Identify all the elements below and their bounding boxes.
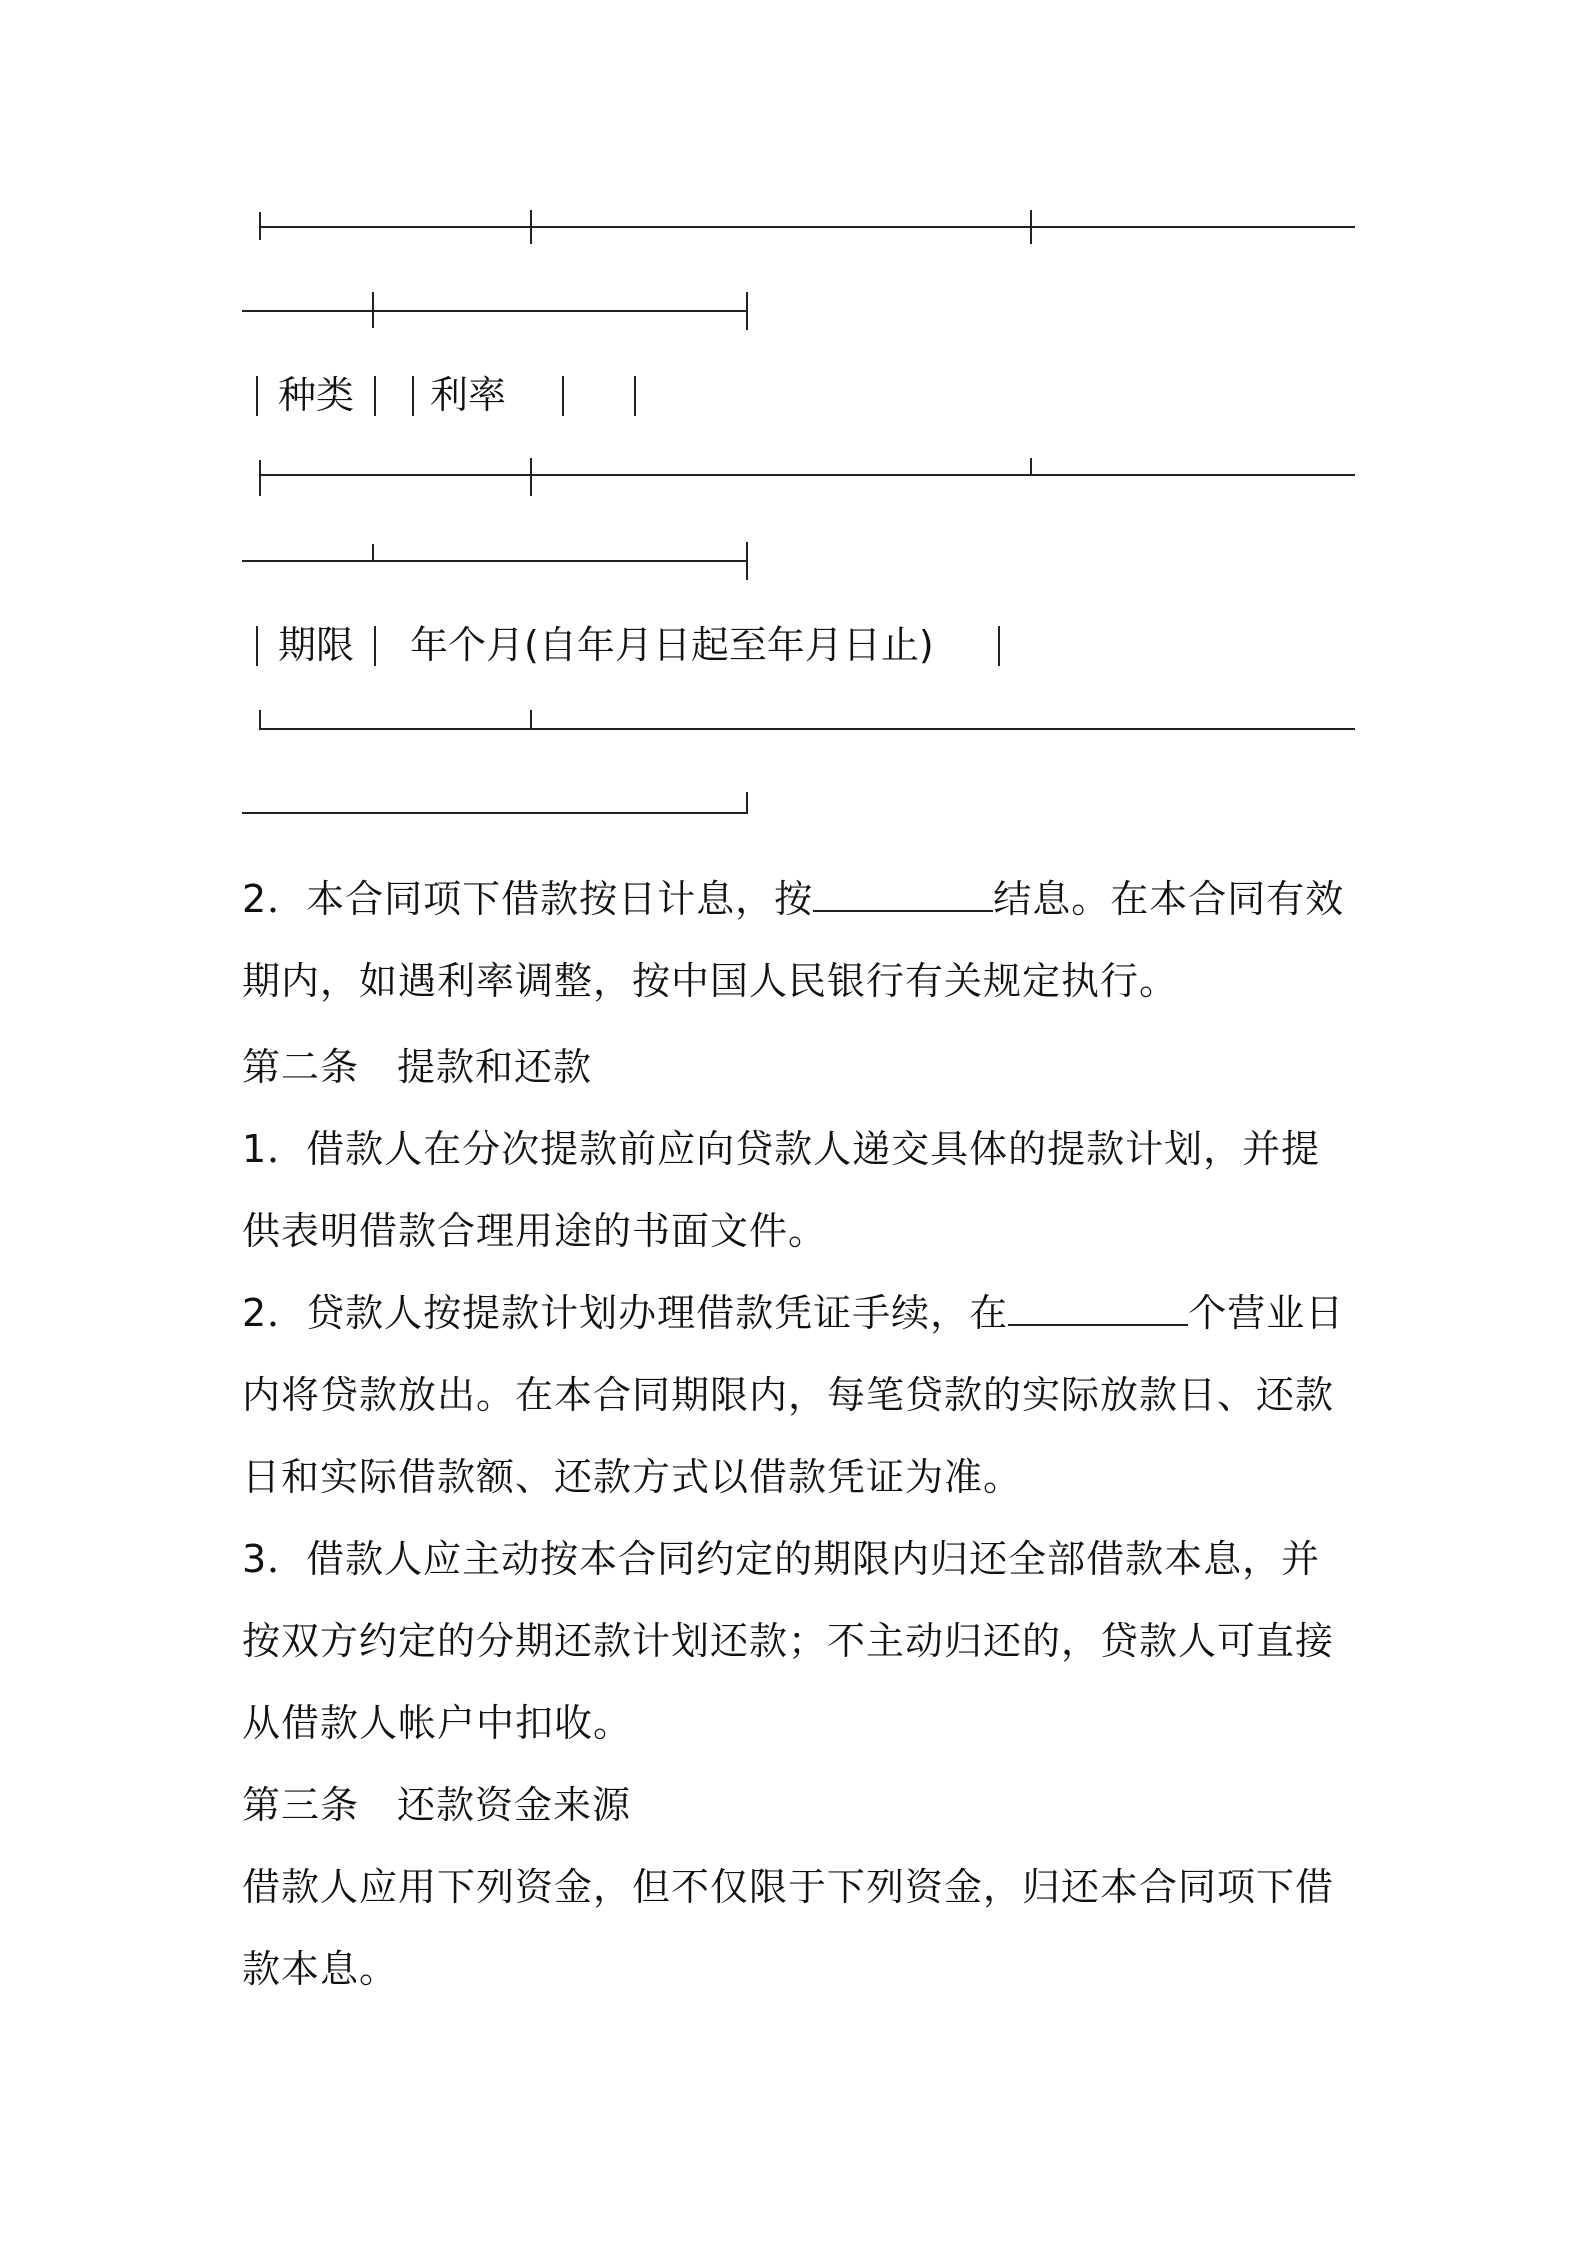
business-days-blank (1008, 1294, 1188, 1326)
rate-label: 利率 (430, 373, 507, 417)
article-2-item-1: 1．借款人在分次提款前应向贷款人递交具体的提款计划，并提供表明借款合理用途的书面文件。 (242, 1127, 1321, 1253)
settlement-blank (813, 880, 993, 912)
table-border (372, 544, 374, 562)
table-border (634, 376, 636, 416)
table-border (746, 542, 748, 580)
interest-paragraph (242, 858, 1357, 1022)
table-border (372, 292, 374, 328)
article-3-item-1: 借款人应用下列资金，但不仅限于下列资金，归还本合同项下借款本息。 (242, 1865, 1335, 1991)
table-border (259, 460, 261, 496)
table-border (256, 626, 258, 666)
table-border (259, 474, 1355, 476)
article-3-number: 第三条 (242, 1783, 360, 1827)
article-2-item-2-prefix: 2．贷款人按提款计划办理借款凭证手续，在 (242, 1291, 1009, 1335)
table-border (998, 626, 1000, 666)
article-2-number: 第二条 (242, 1045, 360, 1089)
interest-text-suffix: 结息。在本合同有效期内，如遇利率调整，按中国人民银行有关规定执行。 (242, 877, 1345, 1003)
article-2-heading (242, 1026, 1357, 1108)
interest-text-prefix: 2．本合同项下借款按日计息，按 (242, 877, 814, 921)
table-border (746, 792, 748, 814)
table-border (412, 376, 414, 416)
table-border (259, 710, 261, 730)
article-2-item-2 (242, 1272, 1357, 1518)
table-border (562, 376, 564, 416)
table-border (530, 210, 532, 244)
table-border (242, 812, 748, 814)
table-border (1030, 210, 1032, 244)
type-label: 种类 (278, 373, 355, 417)
article-2-item-2-suffix: 个营业日内将贷款放出。在本合同期限内，每笔贷款的实际放款日、还款日和实际借款额、还款方式以借款凭证为准。 (242, 1291, 1345, 1499)
table-border (374, 376, 376, 416)
table-border (1030, 458, 1032, 476)
table-border (530, 458, 532, 496)
table-border (530, 710, 532, 730)
table-border (242, 310, 748, 312)
table-border (746, 292, 748, 330)
article-2-name: 提款和还款 (397, 1045, 593, 1089)
table-border (242, 560, 748, 562)
table-border (256, 376, 258, 416)
table-border (259, 728, 1355, 730)
table-border (374, 626, 376, 666)
article-2-item-3: 3．借款人应主动按本合同约定的期限内归还全部借款本息，并按双方约定的分期还款计划还款；不主动归还的，贷款人可直接从借款人帐户中扣收。 (242, 1537, 1335, 1745)
term-label: 期限 (278, 623, 355, 667)
article-3-heading (242, 1764, 1357, 1846)
term-value: 年个月(自年月日起至年月日止) (410, 623, 934, 667)
table-border (259, 226, 1355, 228)
article-3-name: 还款资金来源 (397, 1783, 632, 1827)
